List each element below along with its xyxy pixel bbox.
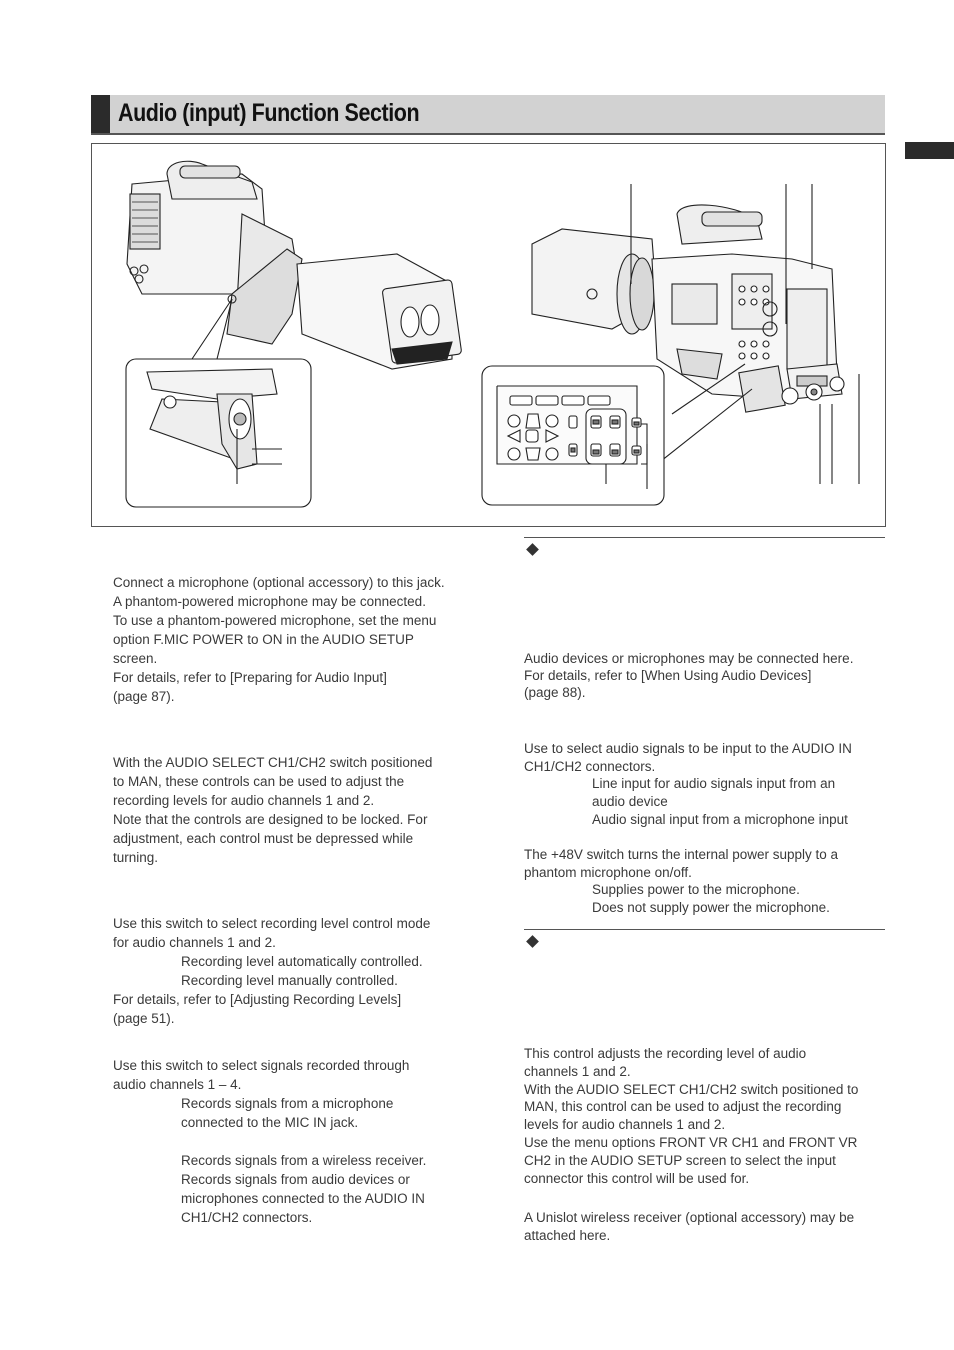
text-line: screen.: [113, 651, 158, 666]
mic-setting-desc: Audio signal input from a microphone input: [592, 811, 848, 827]
w-setting-desc: Records signals from a wireless receiver.: [181, 1153, 427, 1168]
camera-front-view: [127, 161, 462, 369]
text-line: To use a phantom-powered microphone, set the menu: [113, 613, 437, 628]
text-line: Connect a microphone (optional accessory) to this jack.: [113, 575, 445, 590]
audio-in-description: [524, 649, 853, 702]
text-line: audio channels 1 – 4.: [113, 1077, 242, 1092]
text-line: adjustment, each control must be depressed while: [113, 831, 414, 846]
section-rule: [524, 929, 885, 930]
text-line: With the AUDIO SELECT CH1/CH2 switch positioned to: [524, 1081, 859, 1097]
text-line: Use this switch to select signals recorded through: [113, 1058, 410, 1073]
text-line: recording levels for audio channels 1 and 2.: [113, 793, 375, 808]
page-title: Audio (input) Function Section: [118, 99, 420, 127]
rear-setting-desc: Records signals from audio devices or: [181, 1172, 410, 1187]
section-rule: [524, 537, 885, 538]
text-line: turning.: [113, 850, 159, 865]
line-setting-desc: Line input for audio signals input from an: [592, 776, 836, 792]
input-switch-description: [113, 1056, 426, 1227]
text-line: option F.MIC POWER to ON in the AUDIO SETUP: [113, 632, 414, 647]
text-line: MAN, this control can be used to adjust the recording: [524, 1099, 842, 1115]
text-line: phantom microphone on/off.: [524, 864, 692, 880]
auto-setting-desc: Recording level automatically controlled.: [181, 954, 423, 969]
header-accent-block: [91, 95, 110, 133]
diamond-bullet-icon: [526, 935, 539, 948]
text-line: for audio channels 1 and 2.: [113, 935, 276, 950]
text-line: CH1/CH2 connectors.: [524, 758, 656, 774]
section-header: [91, 95, 885, 135]
text-line: channels 1 and 2.: [524, 1063, 631, 1079]
text-line: A phantom-powered microphone may be connected.: [113, 594, 426, 609]
off-setting-desc: Does not supply power the microphone.: [592, 900, 830, 916]
text-line: levels for audio channels 1 and 2.: [524, 1117, 726, 1133]
text-line: Use to select audio signals to be input to the AUDIO IN: [524, 741, 852, 756]
camera-illustration-figure: [91, 143, 886, 527]
on-setting-desc: Supplies power to the microphone.: [592, 882, 800, 898]
line-setting-desc: audio device: [592, 794, 668, 810]
text-line: (page 51).: [113, 1011, 175, 1026]
text-line: (page 87).: [113, 689, 175, 704]
text-line: CH2 in the AUDIO SETUP screen to select the input: [524, 1152, 836, 1168]
text-line: attached here.: [524, 1227, 611, 1243]
line-mic-description: [524, 740, 852, 829]
text-line: For details, refer to [Adjusting Recording Levels]: [113, 992, 402, 1007]
text-line: Use the menu options FRONT VR CH1 and FRONT VR: [524, 1134, 858, 1150]
text-line: Note that the controls are designed to be locked. For: [113, 812, 428, 827]
text-line: This control adjusts the recording level of audio: [524, 1046, 807, 1061]
front-vr-description: [524, 1045, 858, 1187]
text-line: to MAN, these controls can be used to adjust the: [113, 774, 405, 789]
wireless-slot-description: [524, 1209, 854, 1245]
rear-setting-desc: CH1/CH2 connectors.: [181, 1210, 313, 1225]
level-controls-description: [113, 753, 432, 867]
text-line: For details, refer to [Preparing for Audio Input]: [113, 670, 387, 685]
front-setting-desc: Records signals from a microphone: [181, 1096, 394, 1111]
text-line: Audio devices or microphones may be connected here.: [524, 651, 854, 666]
text-line: (page 88).: [524, 685, 586, 700]
text-line: With the AUDIO SELECT CH1/CH2 switch positioned: [113, 755, 433, 770]
mic-in-description: [113, 573, 445, 706]
camera-illustration: [92, 144, 885, 526]
text-line: Use this switch to select recording level control mode: [113, 916, 431, 931]
text-line: A Unislot wireless receiver (optional accessory) may be: [524, 1210, 855, 1225]
man-setting-desc: Recording level manually controlled.: [181, 973, 398, 988]
text-line: The +48V switch turns the internal power supply to a: [524, 847, 839, 862]
front-setting-desc: connected to the MIC IN jack.: [181, 1115, 359, 1130]
rear-setting-desc: microphones connected to the AUDIO IN: [181, 1191, 425, 1206]
text-line: For details, refer to [When Using Audio Devices]: [524, 668, 812, 683]
text-line: connector this control will be used for.: [524, 1170, 750, 1186]
diamond-bullet-icon: [526, 543, 539, 556]
plus48v-description: [524, 846, 838, 917]
audio-select-description: [113, 914, 430, 1028]
chapter-tab-marker: [905, 142, 954, 159]
